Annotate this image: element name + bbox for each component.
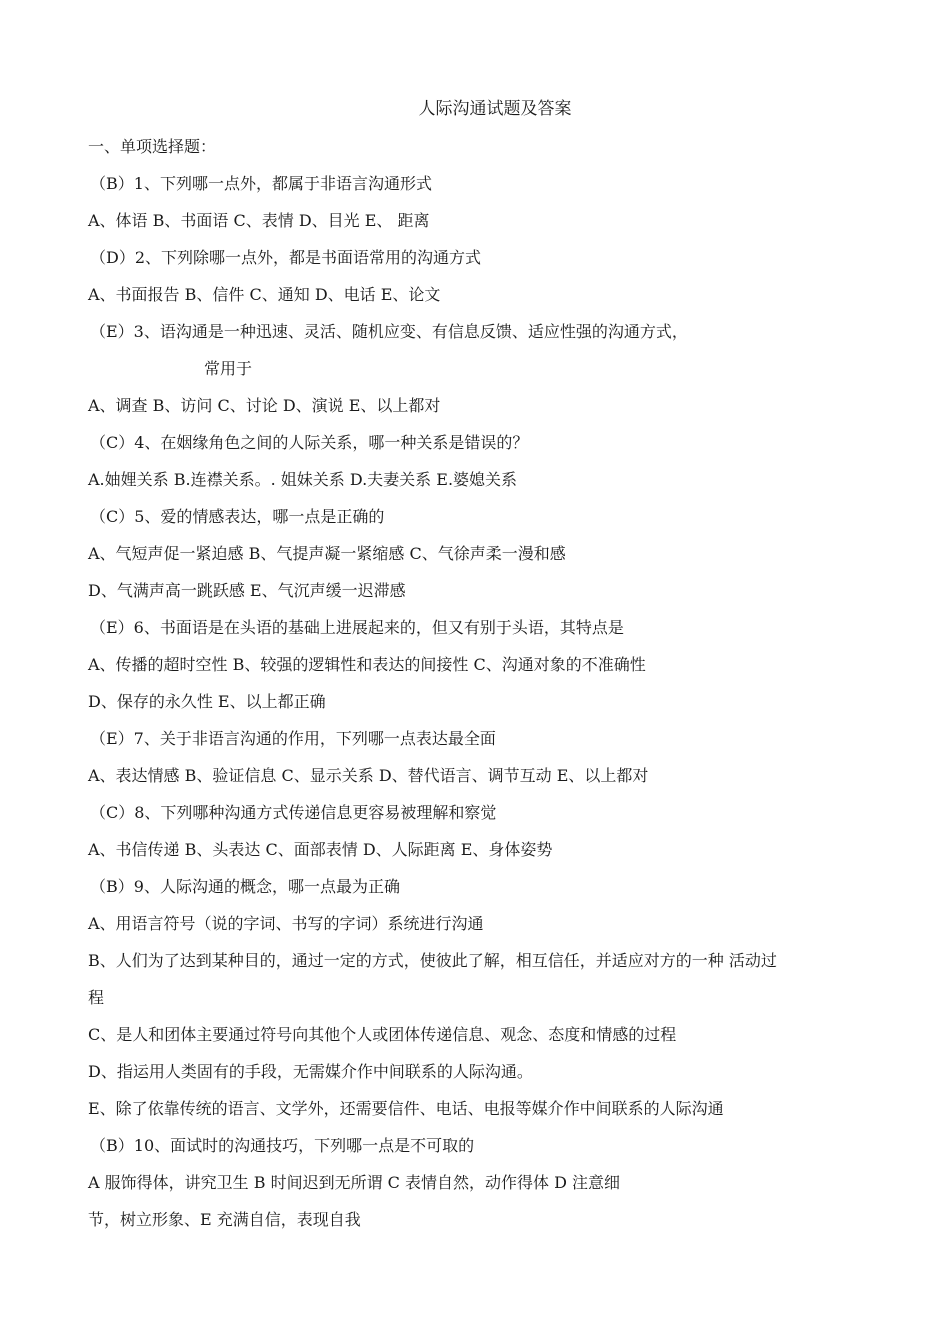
question-line: （D）2、下列除哪一点外，都是书面语常用的沟通方式 xyxy=(90,248,482,267)
section-heading: 一、单项选择题： xyxy=(88,137,217,156)
options-line: 程 xyxy=(88,988,105,1007)
options-line: A、书信传递 B、头表达 C、面部表情 D、人际距离 E、身体姿势 xyxy=(88,840,553,859)
options-line: D、指运用人类固有的手段，无需媒介作中间联系的人际沟通。 xyxy=(88,1062,533,1081)
options-line: A 服饰得体，讲究卫生 B 时间迟到无所谓 C 表情自然，动作得体 D 注意细 xyxy=(88,1173,620,1192)
options-line: C、是人和团体主要通过符号向其他个人或团体传递信息、观念、态度和情感的过程 xyxy=(88,1025,677,1044)
options-line: A、体语 B、书面语 C、表情 D、目光 E、 距离 xyxy=(88,211,430,230)
question-line: （E）7、关于非语言沟通的作用，下列哪一点表达最全面 xyxy=(90,729,496,748)
options-line: A、调查 B、访问 C、讨论 D、演说 E、以上都对 xyxy=(88,396,441,415)
question-line: （B）1、下列哪一点外，都属于非语言沟通形式 xyxy=(90,174,432,193)
options-line: A、气短声促一紧迫感 B、气提声凝一紧缩感 C、气徐声柔一漫和感 xyxy=(88,544,566,563)
question-line: （C）5、爱的情感表达，哪一点是正确的 xyxy=(90,507,385,526)
options-line: A.妯娌关系 B.连襟关系。. 姐妹关系 D.夫妻关系 E.婆媳关系 xyxy=(88,470,518,489)
options-line: A、表达情感 B、验证信息 C、显示关系 D、替代语言、调节互动 E、以上都对 xyxy=(88,766,649,785)
question-line: （C）4、在姻缘角色之间的人际关系，哪一种关系是错误的？ xyxy=(90,433,529,452)
options-line: A、传播的超时空性 B、较强的逻辑性和表达的间接性 C、沟通对象的不准确性 xyxy=(88,655,646,674)
options-line: E、除了依靠传统的语言、文学外，还需要信件、电话、电报等媒介作中间联系的人际沟通 xyxy=(88,1099,724,1118)
question-line: （C）8、下列哪种沟通方式传递信息更容易被理解和察觉 xyxy=(90,803,497,822)
question-line: （B）10、面试时的沟通技巧，下列哪一点是不可取的 xyxy=(90,1136,475,1155)
options-line: D、保存的永久性 E、以上都正确 xyxy=(88,692,326,711)
question-line: （B）9、人际沟通的概念，哪一点最为正确 xyxy=(90,877,400,896)
document-title: 人际沟通试题及答案 xyxy=(418,99,572,119)
options-line: A、书面报告 B、信件 C、通知 D、电话 E、论文 xyxy=(88,285,441,304)
options-line: D、气满声高一跳跃感 E、气沉声缓一迟滞感 xyxy=(88,581,406,600)
options-line: A、用语言符号（说的字词、书写的字词）系统进行沟通 xyxy=(88,914,484,933)
question-line: （E）3、语沟通是一种迅速、灵活、随机应变、有信息反馈、适应性强的沟通方式， xyxy=(90,322,688,341)
question-line: （E）6、书面语是在头语的基础上进展起来的，但又有别于头语，其特点是 xyxy=(90,618,624,637)
options-line: B、人们为了达到某种目的，通过一定的方式，使彼此了解，相互信任，并适应对方的一种 活动过 xyxy=(88,951,777,970)
document-body xyxy=(88,128,878,1238)
options-line: 节，树立形象、E 充满自信，表现自我 xyxy=(88,1210,361,1229)
continuation-line: 常用于 xyxy=(204,359,253,378)
